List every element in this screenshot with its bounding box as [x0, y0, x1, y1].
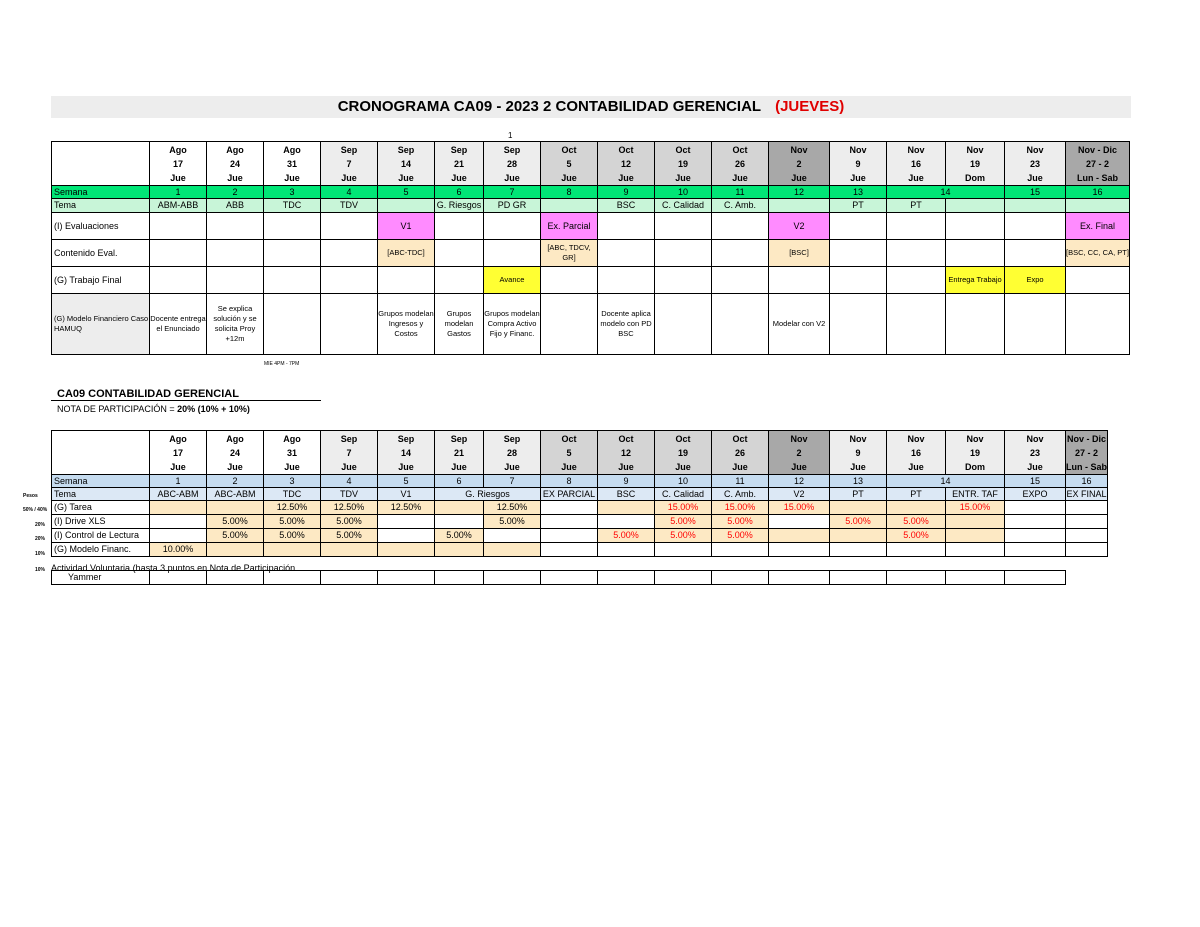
date-cell: Sep 21 Jue [435, 142, 484, 186]
pct-cell [887, 501, 946, 515]
topic-cell: TDC [264, 199, 321, 213]
pct-cell [1005, 515, 1066, 529]
topic-cell [769, 199, 830, 213]
pct-cell [1005, 501, 1066, 515]
topic-cell: PT [830, 199, 887, 213]
modelo-cell: Docente aplica modelo con PD BSC [598, 294, 655, 355]
section-divider [51, 400, 321, 401]
pct-cell: 12.50% [378, 501, 435, 515]
date-cell: Sep 14 Jue [378, 142, 435, 186]
topic-cell: C. Amb. [712, 488, 769, 501]
contenido-row [52, 240, 1130, 267]
date-cell: Sep 7 Jue [321, 142, 378, 186]
pct-cell [484, 543, 541, 557]
week-cell: 7 [484, 186, 541, 199]
pct-cell: 5.00% [207, 529, 264, 543]
topic-cell: PT [830, 488, 887, 501]
date-cell: Nov 23 Jue [1005, 431, 1066, 475]
time-note: MIE 4PM - 7PM [264, 361, 300, 367]
topic-cell: G. Riesgos [435, 488, 541, 501]
pct-cell [541, 501, 598, 515]
corner-cell [52, 142, 150, 186]
pct-cell: 5.00% [887, 515, 946, 529]
pct-cell [150, 529, 207, 543]
week-cell: 12 [769, 475, 830, 488]
week-cell: 11 [712, 186, 769, 199]
topic-cell: G. Riesgos [435, 199, 484, 213]
weight-label: 20% [35, 522, 46, 528]
date-cell: Sep 28 Jue [484, 431, 541, 475]
topic-cell: C. Calidad [655, 199, 712, 213]
row-label: (I) Evaluaciones [52, 213, 150, 240]
topic-cell: BSC [598, 199, 655, 213]
date-cell: Oct 26 Jue [712, 431, 769, 475]
pct-cell: 5.00% [712, 529, 769, 543]
modelo-cell: Grupos modelan Ingresos y Costos [378, 294, 435, 355]
modelo-cell: Se explica solución y se solicita Proy +12m [207, 294, 264, 355]
date-cell: Ago 31 Jue [264, 142, 321, 186]
date-cell: Ago 17 Jue [150, 142, 207, 186]
week-cell: 10 [655, 475, 712, 488]
pct-cell [541, 515, 598, 529]
pct-cell [207, 543, 264, 557]
pct-cell [887, 543, 946, 557]
trabajo-entrega: Entrega Trabajo [946, 267, 1005, 294]
week-cell: 8 [541, 475, 598, 488]
pct-cell [1066, 501, 1108, 515]
row-label: Tema [52, 199, 150, 213]
semana-row [52, 186, 1130, 199]
topic-cell [378, 199, 435, 213]
week-cell: 16 [1066, 475, 1108, 488]
topic-cell: PD GR [484, 199, 541, 213]
row-label: (I) Control de Lectura [52, 529, 150, 543]
topic-cell: ABM-ABB [150, 199, 207, 213]
pct-cell [1066, 543, 1108, 557]
topic-cell [541, 199, 598, 213]
week-cell: 10 [655, 186, 712, 199]
tema-row [52, 488, 1108, 501]
row-label: (G) Trabajo Final [52, 267, 150, 294]
date-cell: Nov 9 Jue [830, 142, 887, 186]
corner-cell [52, 431, 150, 475]
row-label: Semana [52, 186, 150, 199]
pct-cell: 5.00% [264, 529, 321, 543]
pct-cell [769, 515, 830, 529]
date-cell: Oct 19 Jue [655, 431, 712, 475]
eval-v2: V2 [769, 213, 830, 240]
semana-row [52, 475, 1108, 488]
pct-cell [946, 515, 1005, 529]
pct-cell [378, 515, 435, 529]
content-c1: [ABC-TDC] [378, 240, 435, 267]
pct-cell [541, 529, 598, 543]
date-cell: Nov 2 Jue [769, 431, 830, 475]
modelo-cell: Grupos modelan Gastos [435, 294, 484, 355]
page-title [51, 96, 1131, 118]
pct-cell [435, 515, 484, 529]
pct-cell [378, 529, 435, 543]
schedule-table [51, 141, 1130, 355]
date-cell: Ago 17 Jue [150, 431, 207, 475]
grading-table [51, 430, 1108, 585]
week-cell: 2 [207, 186, 264, 199]
topic-cell: ABC-ABM [207, 488, 264, 501]
week-cell: 9 [598, 186, 655, 199]
section-subtitle: NOTA DE PARTICIPACIÓN = 20% (10% + 10%) [57, 404, 250, 414]
date-cell: Ago 24 Jue [207, 431, 264, 475]
pct-cell [435, 501, 484, 515]
topic-cell: V1 [378, 488, 435, 501]
pct-cell [435, 543, 484, 557]
pct-cell [769, 543, 830, 557]
pct-cell: 10.00% [150, 543, 207, 557]
pct-cell: 5.00% [321, 515, 378, 529]
topic-cell: V2 [769, 488, 830, 501]
topic-cell: EX FINAL [1066, 488, 1107, 499]
modelo-row [52, 294, 1130, 355]
week-cell: 6 [435, 475, 484, 488]
date-cell: Nov 19 Dom [946, 431, 1005, 475]
topic-cell: ABC-ABM [150, 488, 207, 501]
pct-cell: 5.00% [264, 515, 321, 529]
pct-cell [1066, 529, 1108, 543]
week-cell: 15 [1005, 475, 1066, 488]
pesos-label: Pesos [23, 493, 38, 499]
week-cell: 5 [378, 475, 435, 488]
pct-cell: 5.00% [887, 529, 946, 543]
drive-row [52, 515, 1108, 529]
voluntary-note: 10% Actividad Voluntaria (hasta 3 puntos en Nota de Participación [35, 563, 296, 573]
pct-cell: 15.00% [655, 501, 712, 515]
pct-cell: 12.50% [264, 501, 321, 515]
row-label: Semana [52, 475, 150, 488]
pct-cell: 5.00% [435, 529, 484, 543]
pct-cell: 5.00% [207, 515, 264, 529]
pct-cell: 15.00% [712, 501, 769, 515]
modelo-cell: Docente entrega el Enunciado [150, 294, 207, 355]
tarea-row [52, 501, 1108, 515]
week-cell: 11 [712, 475, 769, 488]
weight-label: 50% / 40% [23, 507, 48, 513]
modelo-cell: Grupos modelan Compra Activo Fijo y Financ. [484, 294, 541, 355]
modelo-cell: Modelar con V2 [769, 294, 830, 355]
date-cell: Oct 12 Jue [598, 142, 655, 186]
date-cell: Nov 16 Jue [887, 431, 946, 475]
week-cell: 1 [150, 475, 207, 488]
date-cell: Nov 2 Jue [769, 142, 830, 186]
date-cell: Sep 28 Jue [484, 142, 541, 186]
date-cell: Nov - Dic 27 - 2 Lun - Sab [1066, 431, 1108, 475]
pct-cell [378, 543, 435, 557]
topic-cell: PT [887, 488, 946, 501]
pct-cell: 5.00% [712, 515, 769, 529]
topic-cell: PT [887, 199, 946, 213]
date-cell: Oct 12 Jue [598, 431, 655, 475]
pct-cell [769, 529, 830, 543]
lectura-row [52, 529, 1108, 543]
week-cell: 1 [150, 186, 207, 199]
date-cell: Nov 9 Jue [830, 431, 887, 475]
pct-cell [1066, 515, 1108, 529]
date-header-row [52, 142, 1130, 186]
trabajo-expo: Expo [1005, 267, 1066, 294]
week-cell: 12 [769, 186, 830, 199]
week-cell: 4 [321, 475, 378, 488]
pct-cell [830, 543, 887, 557]
date-cell: Nov 23 Jue [1005, 142, 1066, 186]
date-cell: Ago 24 Jue [207, 142, 264, 186]
week-cell: 9 [598, 475, 655, 488]
pct-cell [1005, 543, 1066, 557]
week-cell: 8 [541, 186, 598, 199]
week-cell: 2 [207, 475, 264, 488]
pct-cell: 5.00% [321, 529, 378, 543]
row-label: (G) Tarea [52, 501, 150, 515]
topic-cell: TDV [321, 488, 378, 501]
pct-cell [264, 543, 321, 557]
pct-cell [946, 529, 1005, 543]
row-label: Tema [52, 488, 150, 501]
row-label: (G) Modelo Financiero Caso HAMUQ [52, 294, 150, 355]
evaluaciones-row [52, 213, 1130, 240]
week-cell: 15 [1005, 186, 1066, 199]
pct-cell: 12.50% [321, 501, 378, 515]
trabajo-avance: Avance [484, 267, 541, 294]
topic-cell: TDC [264, 488, 321, 501]
week-cell: 14 [887, 475, 1005, 488]
topic-cell: EX PARCIAL [541, 488, 598, 501]
week-cell: 3 [264, 186, 321, 199]
date-cell: Oct 19 Jue [655, 142, 712, 186]
row-label: Contenido Eval. [52, 240, 150, 267]
topic-cell: BSC [598, 488, 655, 501]
pct-cell [598, 501, 655, 515]
week-cell: 13 [830, 475, 887, 488]
pct-cell [484, 529, 541, 543]
date-cell: Sep 14 Jue [378, 431, 435, 475]
pct-cell: 12.50% [484, 501, 541, 515]
pct-cell: 5.00% [655, 515, 712, 529]
pct-cell: 5.00% [484, 515, 541, 529]
topic-cell: ABB [207, 199, 264, 213]
date-header-row [52, 431, 1108, 475]
section-title: CA09 CONTABILIDAD GERENCIAL [57, 388, 239, 400]
date-cell: Nov 19 Dom [946, 142, 1005, 186]
eval-parcial: Ex. Parcial [541, 213, 598, 240]
pct-cell: 15.00% [769, 501, 830, 515]
date-cell: Oct 26 Jue [712, 142, 769, 186]
week-cell: 16 [1066, 186, 1130, 199]
weight-label: 10% [35, 551, 46, 557]
eval-v1: V1 [378, 213, 435, 240]
pct-cell [321, 543, 378, 557]
pct-cell: 15.00% [946, 501, 1005, 515]
modelo-financ-row [52, 543, 1108, 557]
pct-cell [598, 543, 655, 557]
trabajo-row [52, 267, 1130, 294]
topic-cell: TDV [321, 199, 378, 213]
pct-cell [712, 543, 769, 557]
week-cell: 7 [484, 475, 541, 488]
date-cell: Oct 5 Jue [541, 431, 598, 475]
topic-cell [946, 199, 1005, 213]
content-c2: [ABC, TDCV, GR] [541, 240, 598, 267]
content-c3: [BSC] [769, 240, 830, 267]
pct-cell: 5.00% [655, 529, 712, 543]
pct-cell [207, 501, 264, 515]
pct-cell: 5.00% [598, 529, 655, 543]
topic-cell: C. Calidad [655, 488, 712, 501]
date-cell: Ago 31 Jue [264, 431, 321, 475]
topic-cell: C. Amb. [712, 199, 769, 213]
pct-cell [830, 501, 887, 515]
week-cell: 13 [830, 186, 887, 199]
title-highlight: (JUEVES) [775, 98, 845, 115]
week-cell: 14 [887, 186, 1005, 199]
date-cell: Nov - Dic 27 - 2 Lun - Sab [1066, 142, 1130, 186]
pct-cell: 5.00% [830, 515, 887, 529]
pct-cell [1005, 529, 1066, 543]
tema-row [52, 199, 1130, 213]
title-main: CRONOGRAMA CA09 - 2023 2 CONTABILIDAD GERENCIAL [337, 98, 762, 115]
pct-cell [598, 515, 655, 529]
date-cell: Oct 5 Jue [541, 142, 598, 186]
date-cell: Sep 21 Jue [435, 431, 484, 475]
pct-cell [946, 543, 1005, 557]
eval-final: Ex. Final [1066, 213, 1130, 240]
pct-cell [541, 543, 598, 557]
weight-label: 20% [35, 536, 46, 542]
week-cell: 4 [321, 186, 378, 199]
week-cell: 5 [378, 186, 435, 199]
topic-cell [1005, 199, 1066, 213]
pct-cell [655, 543, 712, 557]
date-cell: Sep 7 Jue [321, 431, 378, 475]
pct-cell [150, 515, 207, 529]
topic-cell [1066, 199, 1130, 213]
date-cell: Nov 16 Jue [887, 142, 946, 186]
pct-cell [150, 501, 207, 515]
pct-cell [830, 529, 887, 543]
row-label: (G) Modelo Financ. [52, 543, 150, 557]
content-c4: [BSC, CC, CA, PT] [1066, 240, 1130, 267]
topic-cell: EXPO [1005, 488, 1066, 501]
row-label: (I) Drive XLS [52, 515, 150, 529]
week-cell: 6 [435, 186, 484, 199]
row-label: Yammer [52, 571, 150, 585]
topic-cell: ENTR. TAF [946, 488, 1005, 501]
week-cell: 3 [264, 475, 321, 488]
tick-mark: 1 [508, 131, 513, 140]
